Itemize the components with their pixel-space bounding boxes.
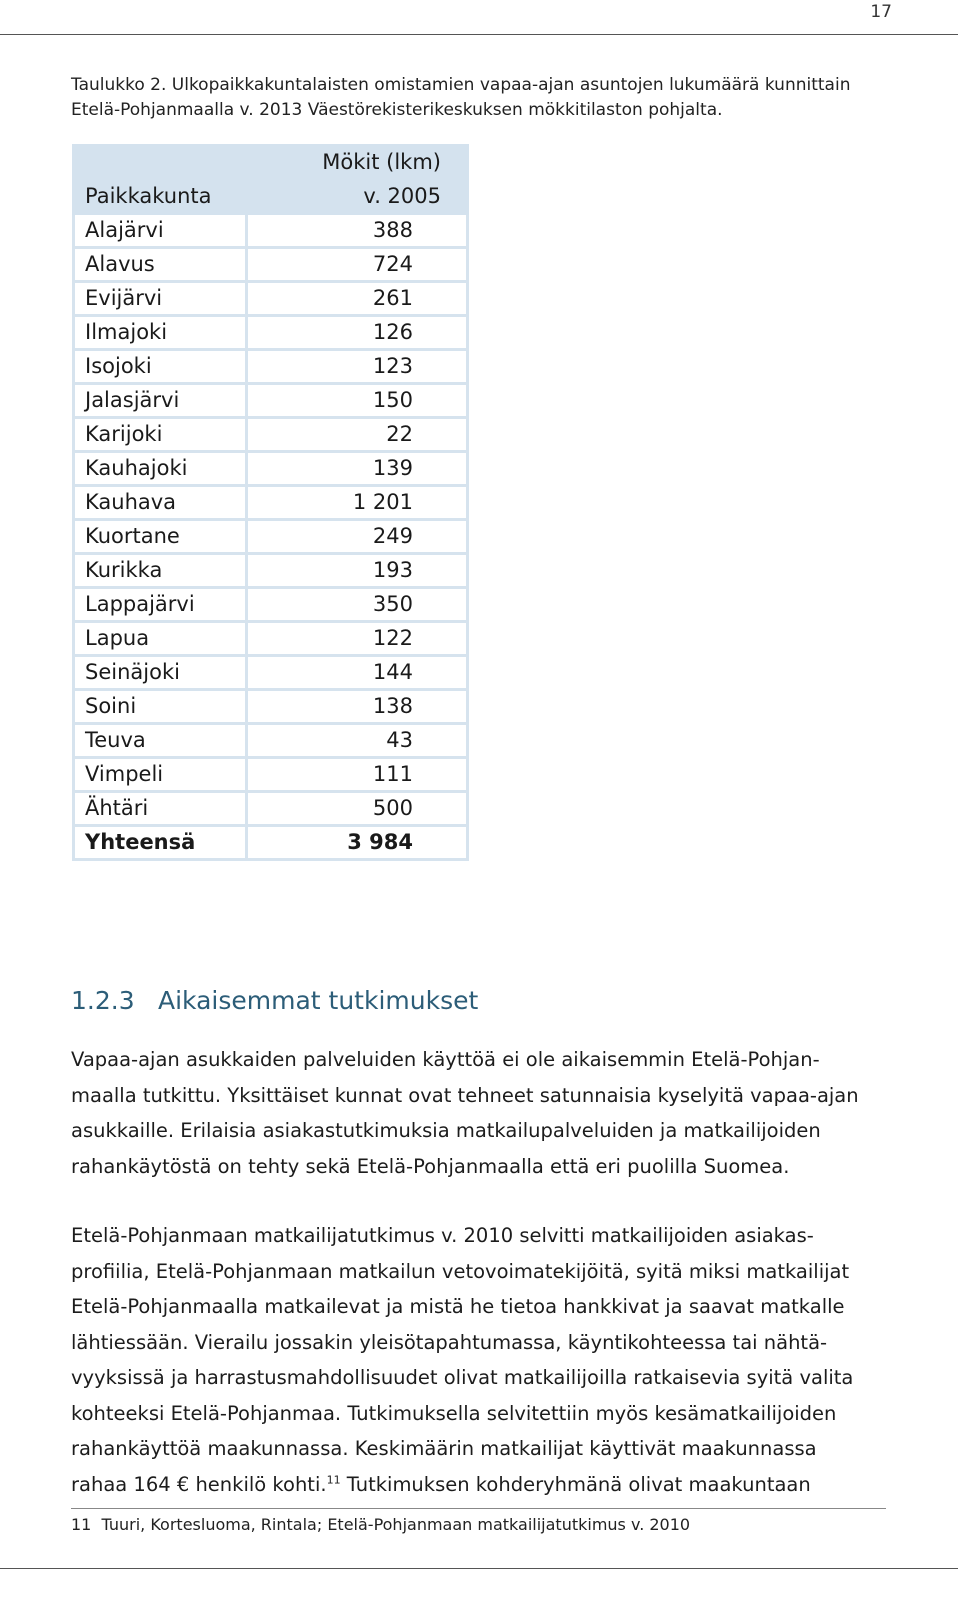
table-row bbox=[74, 656, 468, 690]
text-line: maalla tutkittu. Yksittäiset kunnat ovat tehneet satunnaisia kyselyitä vapaa-ajan bbox=[71, 1083, 859, 1107]
text-line: asukkaille. Erilaisia asiakastutkimuksia matkailupalveluiden ja matkailijoiden bbox=[71, 1119, 821, 1142]
total-label-cell: Yhteensä bbox=[74, 826, 247, 860]
text-line bbox=[71, 1467, 891, 1503]
column-header-place: Paikkakunta bbox=[74, 180, 247, 214]
place-name-cell: Evijärvi bbox=[74, 282, 247, 316]
table-row bbox=[74, 758, 468, 792]
table-caption bbox=[71, 73, 911, 123]
cottage-count-cell: 126 bbox=[247, 316, 468, 350]
table-header-row bbox=[74, 146, 468, 180]
footnote-reference: 11 bbox=[326, 1473, 341, 1486]
text-line: rahankäyttöä maakunnassa. Keskimäärin matkailijat käyttivät maakunnassa bbox=[71, 1437, 817, 1460]
section-heading bbox=[71, 986, 478, 1015]
table-row bbox=[74, 452, 468, 486]
place-name-cell: Alavus bbox=[74, 248, 247, 282]
text-line: kohteeksi Etelä-Pohjanmaa. Tutkimuksella selvitettiin myös kesämatkailijoiden bbox=[71, 1401, 837, 1425]
table-row bbox=[74, 418, 468, 452]
table-row bbox=[74, 690, 468, 724]
table-row bbox=[74, 554, 468, 588]
place-name-cell: Kurikka bbox=[74, 554, 247, 588]
place-name-cell: Kuortane bbox=[74, 520, 247, 554]
place-name-cell: Soini bbox=[74, 690, 247, 724]
footnote-rule bbox=[71, 1508, 886, 1509]
table-header-blank bbox=[74, 146, 247, 180]
place-name-cell: Vimpeli bbox=[74, 758, 247, 792]
text-line: vyyksissä ja harrastusmahdollisuudet olivat matkailijoilla ratkaisevia syitä valita bbox=[71, 1366, 854, 1389]
place-name-cell: Kauhava bbox=[74, 486, 247, 520]
table-row bbox=[74, 486, 468, 520]
table-row bbox=[74, 282, 468, 316]
place-name-cell: Lappajärvi bbox=[74, 588, 247, 622]
table-row bbox=[74, 350, 468, 384]
cottage-count-cell: 500 bbox=[247, 792, 468, 826]
cottage-count-cell: 139 bbox=[247, 452, 468, 486]
cottage-count-cell: 150 bbox=[247, 384, 468, 418]
table-total-row bbox=[74, 826, 468, 860]
table-row bbox=[74, 622, 468, 656]
cottage-count-cell: 123 bbox=[247, 350, 468, 384]
place-name-cell: Karijoki bbox=[74, 418, 247, 452]
cottage-count-cell: 111 bbox=[247, 758, 468, 792]
total-value-cell: 3 984 bbox=[247, 826, 468, 860]
text-line: Etelä-Pohjanmaalla matkailevat ja mistä he tietoa hankkivat ja saavat matkalle bbox=[71, 1295, 845, 1318]
table-row bbox=[74, 792, 468, 826]
cottage-count-cell: 249 bbox=[247, 520, 468, 554]
cottage-count-cell: 724 bbox=[247, 248, 468, 282]
section-title: Aikaisemmat tutkimukset bbox=[158, 986, 479, 1015]
caption-line: Taulukko 2. Ulkopaikkakuntalaisten omistamien vapaa-ajan asuntojen lukumäärä kunnittain bbox=[71, 75, 851, 95]
footnote bbox=[71, 1515, 690, 1534]
place-name-cell: Ilmajoki bbox=[74, 316, 247, 350]
text-segment: Tutkimuksen kohderyhmänä olivat maakuntaan bbox=[340, 1472, 811, 1496]
place-name-cell: Ähtäri bbox=[74, 792, 247, 826]
table-row bbox=[74, 520, 468, 554]
place-name-cell: Lapua bbox=[74, 622, 247, 656]
table-header-top: Mökit (lkm) bbox=[247, 146, 468, 180]
cottage-count-cell: 261 bbox=[247, 282, 468, 316]
footer-rule bbox=[0, 1568, 958, 1569]
place-name-cell: Teuva bbox=[74, 724, 247, 758]
table-row bbox=[74, 588, 468, 622]
cottage-count-cell: 138 bbox=[247, 690, 468, 724]
caption-line: Etelä-Pohjanmaalla v. 2013 Väestörekisterikeskuksen mökkitilaston pohjalta. bbox=[71, 100, 723, 120]
table-row bbox=[74, 214, 468, 248]
place-name-cell: Seinäjoki bbox=[74, 656, 247, 690]
text-line: lähtiessään. Vierailu jossakin yleisötapahtumassa, käyntikohteessa tai nähtä- bbox=[71, 1330, 828, 1354]
place-name-cell: Kauhajoki bbox=[74, 452, 247, 486]
text-line: Etelä-Pohjanmaan matkailijatutkimus v. 2010 selvitti matkailijoiden asiakas- bbox=[71, 1224, 814, 1247]
section-number: 1.2.3 bbox=[71, 986, 135, 1015]
table-header-row bbox=[74, 180, 468, 214]
column-header-year: v. 2005 bbox=[247, 180, 468, 214]
cottage-count-cell: 388 bbox=[247, 214, 468, 248]
paragraph-2 bbox=[71, 1218, 891, 1502]
table-row bbox=[74, 384, 468, 418]
cottage-count-cell: 122 bbox=[247, 622, 468, 656]
cottage-count-cell: 1 201 bbox=[247, 486, 468, 520]
table-row bbox=[74, 248, 468, 282]
header-rule bbox=[0, 34, 958, 35]
cottage-count-table bbox=[72, 144, 469, 861]
cottage-count-cell: 43 bbox=[247, 724, 468, 758]
cottage-count-cell: 350 bbox=[247, 588, 468, 622]
place-name-cell: Isojoki bbox=[74, 350, 247, 384]
place-name-cell: Jalasjärvi bbox=[74, 384, 247, 418]
cottage-count-cell: 22 bbox=[247, 418, 468, 452]
text-segment: rahaa 164 € henkilö kohti. bbox=[71, 1472, 327, 1496]
text-line: profiilia, Etelä-Pohjanmaan matkailun vetovoimatekijöitä, syitä miksi matkailijat bbox=[71, 1259, 850, 1283]
place-name-cell: Alajärvi bbox=[74, 214, 247, 248]
footnote-text: Tuuri, Kortesluoma, Rintala; Etelä-Pohjanmaan matkailijatutkimus v. 2010 bbox=[101, 1515, 691, 1534]
table-row bbox=[74, 316, 468, 350]
cottage-count-cell: 193 bbox=[247, 554, 468, 588]
text-line: Vapaa-ajan asukkaiden palveluiden käyttöä ei ole aikaisemmin Etelä-Pohjan- bbox=[71, 1048, 820, 1071]
cottage-count-cell: 144 bbox=[247, 656, 468, 690]
table-row bbox=[74, 724, 468, 758]
paragraph-1 bbox=[71, 1042, 891, 1184]
footnote-number: 11 bbox=[71, 1515, 92, 1534]
text-line: rahankäytöstä on tehty sekä Etelä-Pohjanmaalla että eri puolilla Suomea. bbox=[71, 1154, 790, 1178]
page-number: 17 bbox=[870, 2, 892, 22]
